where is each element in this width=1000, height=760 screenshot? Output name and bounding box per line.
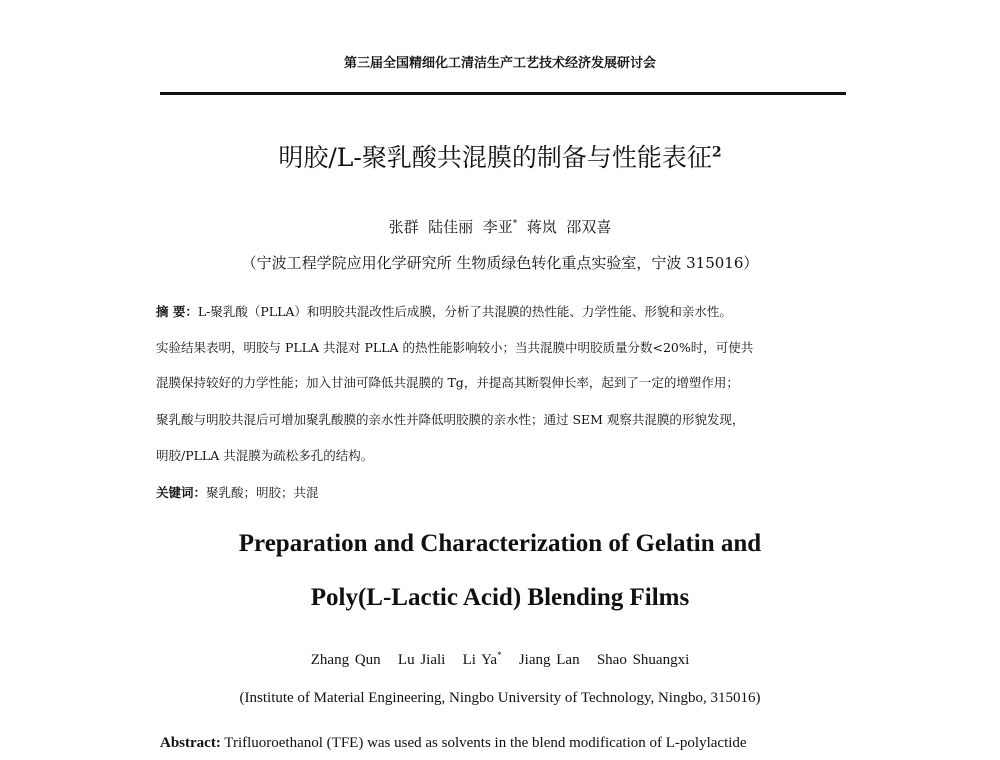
english-authors	[0, 650, 1000, 669]
abstract-text: L-聚乳酸（PLLA）和明胶共混改性后成膜，分析了共混膜的热性能、力学性能、形貌和亲水性。	[197, 304, 732, 319]
corresponding-mark: *	[512, 219, 518, 229]
keywords-label: 关键词：	[156, 485, 207, 500]
english-abstract	[160, 735, 747, 752]
keywords	[156, 483, 856, 501]
author: 张群	[388, 218, 419, 236]
author: Jiang Lan	[518, 652, 580, 668]
author: Lu Jiali	[397, 652, 446, 668]
affiliation: （宁波工程学院应用化学研究所 生物质绿色转化重点实验室，宁波 315016）	[241, 254, 759, 272]
english-title-line2: Poly(L-Lactic Acid) Blending Films	[310, 584, 690, 611]
english-affiliation: (Institute of Material Engineering, Ningbo University of Technology, Ningbo, 315016)	[239, 690, 761, 706]
author: 陆佳丽	[428, 218, 474, 236]
author: Shao Shuangxi	[596, 652, 690, 668]
author: 邵双喜	[566, 218, 612, 236]
abstract-line: 聚乳酸与明胶共混后可增加聚乳酸膜的亲水性并降低明胶膜的亲水性；通过 SEM 观察共混膜的形貌发现，	[156, 412, 745, 427]
title-footnote: 2	[711, 144, 722, 161]
conference-header: 第三届全国精细化工清洁生产工艺技术经济发展研讨会	[343, 56, 656, 71]
keywords-text: 聚乳酸；明胶；共混	[206, 485, 319, 500]
abstract-line: 实验结果表明，明胶与 PLLA 共混对 PLLA 的热性能影响较小；当共混膜中明胶质量分数<20%时，可使共	[156, 340, 754, 355]
english-title-line1: Preparation and Characterization of Gelatin and	[238, 530, 762, 557]
english-abstract-label: Abstract:	[160, 735, 221, 751]
author: 蒋岚	[526, 218, 557, 236]
abstract-line: 混膜保持较好的力学性能；加入甘油可降低共混膜的 Tg，并提高其断裂伸长率，起到了一定的增塑作用；	[156, 375, 739, 390]
header-rule	[160, 92, 846, 95]
author: Li Ya	[462, 652, 498, 668]
abstract-line	[156, 302, 856, 320]
title-text: 明胶/L-聚乳酸共混膜的制备与性能表征	[278, 143, 712, 172]
author: Zhang Qun	[310, 652, 381, 668]
author: 李亚	[482, 218, 513, 236]
authors	[0, 216, 1000, 237]
english-abstract-text: Trifluoroethanol (TFE) was used as solvents in the blend modification of L-polylactide	[220, 735, 747, 751]
abstract-label: 摘 要：	[156, 304, 198, 319]
abstract-line: 明胶/PLLA 共混膜为疏松多孔的结构。	[156, 448, 374, 463]
corresponding-mark: *	[497, 650, 502, 660]
paper-title	[0, 138, 1000, 174]
